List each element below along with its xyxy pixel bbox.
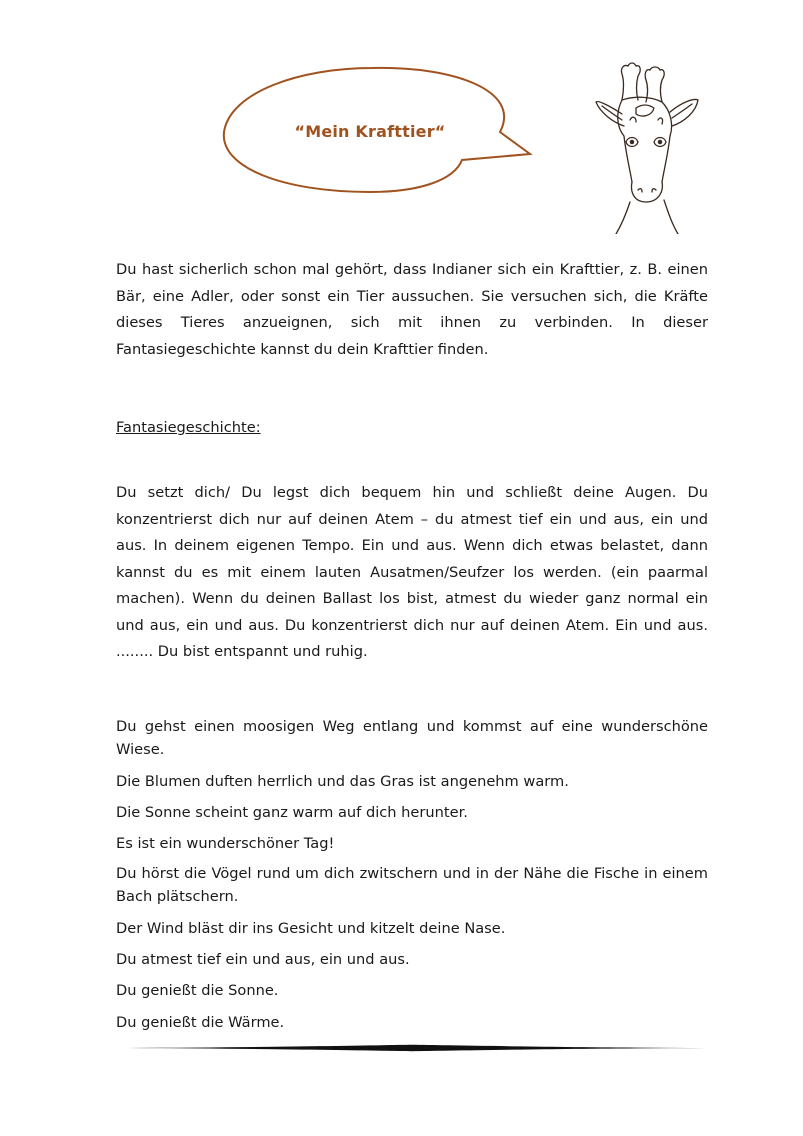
story-line: Die Sonne scheint ganz warm auf dich herunter. — [116, 804, 468, 822]
intro-text: Du hast sicherlich schon mal gehört, dass Indianer sich ein Krafttier, z. B. einen Bär, eine Adler, oder sonst ein Tier aussuchen. Sie versuchen sich, die Kräfte dieses Tieres anzueignen, sich mit ihnen zu verbinden. In dieser Fantasiegeschichte kannst du dein Krafttier finden. — [116, 261, 708, 358]
story-text-1: Du setzt dich/ Du legst dich bequem hin und schließt deine Augen. Du konzentrierst dich nur auf deinen Atem – du atmest tief ein und aus, ein und aus. In deinem eigenen Tempo. Ein und aus. Wenn dich etwas belastet, dann kannst du es mit einem lauten Ausatmen/Seufzer los werden. (ein paarmal machen). Wenn du deinen Ballast los bist, atmest du wieder ganz normal ein und aus, ein und aus. Du konzentrierst dich nur auf deinen Atem. Ein und aus. ........ Du bist entspannt und ruhig. — [116, 484, 708, 660]
divider — [116, 1040, 708, 1054]
story-line: Du genießt die Sonne. — [116, 982, 279, 1000]
intro-paragraph — [116, 257, 708, 363]
page-title: “Mein Krafttier“ — [294, 122, 446, 141]
story-paragraph-1 — [116, 480, 708, 666]
story-line: Du gehst einen moosigen Weg entlang und kommst auf eine wunderschöne Wiese. — [116, 718, 708, 758]
story-line: Du atmest tief ein und aus, ein und aus. — [116, 951, 410, 969]
story-line: Der Wind bläst dir ins Gesicht und kitzelt deine Nase. — [116, 920, 506, 938]
story-line: Du hörst die Vögel rund um dich zwitschern und in der Nähe die Fische in einem Bach plätschern. — [116, 865, 708, 906]
giraffe-icon — [586, 56, 710, 234]
story-paragraph-2 — [116, 715, 708, 1041]
story-line: Du genießt die Wärme. — [116, 1013, 285, 1031]
story-line: Es ist ein wunderschöner Tag! — [116, 835, 335, 853]
story-line: Die Blumen duften herrlich und das Gras ist angenehm warm. — [116, 773, 569, 790]
speech-bubble — [222, 60, 534, 200]
section-heading: Fantasiegeschichte: — [116, 419, 261, 436]
